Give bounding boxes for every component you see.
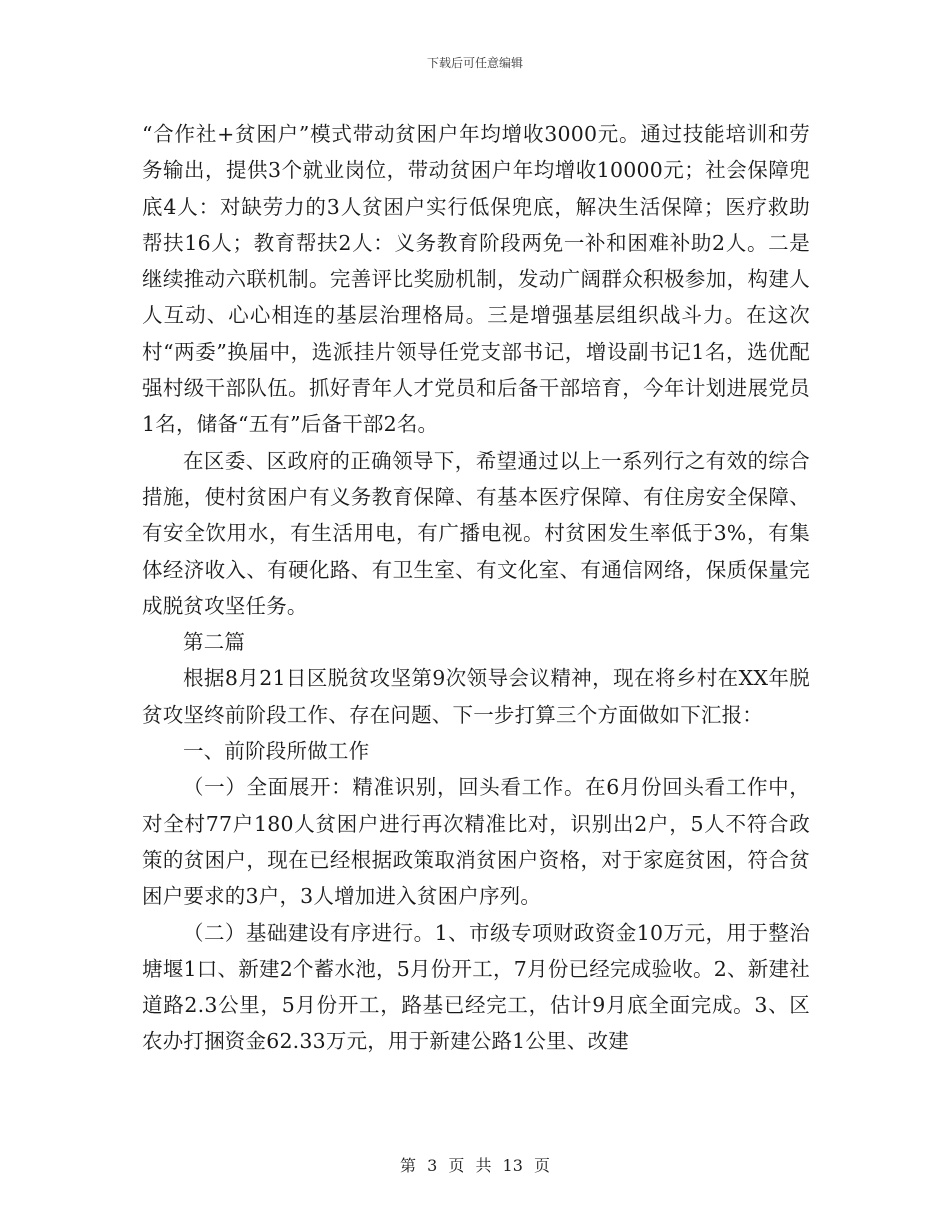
paragraph-2: 在区委、区政府的正确领导下，希望通过以上一系列行之有效的综合措施，使村贫困户有义务教育保障、有基本医疗保障、有住房安全保障、有安全饮用水，有生活用电，有广播电视。村贫困发生率低于3%，有集体经济收入、有硬化路、有卫生室、有文化室、有通信网络，保质保量完成脱贫攻坚任务。 (142, 448, 810, 618)
paragraph-5: （二）基础建设有序进行。1、市级专项财政资金10万元，用于整治塘堰1口、新建2个蓄水池，5月份开工，7月份已经完成验收。2、新建社道路2.3公里，5月份开工，路基已经完工，估计9月底全面完成。3、区农办打捆资金62.33万元，用于新建公路1公里、改建 (142, 920, 810, 1054)
paragraph-3: 根据8月21日区脱贫攻坚第9次领导会议精神，现在将乡村在XX年脱贫攻坚终前阶段工作、存在问题、下一步打算三个方面做如下汇报： (142, 666, 810, 727)
paragraph-1: “合作社+贫困户”模式带动贫困户年均增收3000元。通过技能培训和劳务输出，提供3个就业岗位，带动贫困户年均增收10000元；社会保障兜底4人：对缺劳力的3人贫困户实行低保兜底，解决生活保障；医疗救助帮扶16人；教育帮扶2人：义务教育阶段两免一补和困难补助2人。二是继续推动六联机制。完善评比奖励机制，发动广阔群众积极参加，构建人人互动、心心相连的基层治理格局。三是增强基层组织战斗力。在这次村“两委”换届中，选派挂片领导任党支部书记，增设副书记1名，选优配强村级干部队伍。抓好青年人才党员和后备干部培育，今年计划进展党员1名，储备“五有”后备干部2名。 (142, 122, 810, 437)
section-title-second-article: 第二篇 (183, 630, 246, 655)
heading-previous-work: 一、前阶段所做工作 (183, 739, 370, 764)
page-header: 下载后可任意编辑 (426, 56, 523, 70)
document-body (142, 116, 810, 1060)
page-footer: 第 3 页 共 13 页 (400, 1156, 550, 1175)
paragraph-4: （一）全面展开：精准识别，回头看工作。在6月份回头看工作中，对全村77户180人贫困户进行再次精准比对，识别出2户，5人不符合政策的贫困户，现在已经根据政策取消贫困户资格，对于家庭贫困，符合贫困户要求的3户，3人增加进入贫困户序列。 (142, 775, 810, 909)
